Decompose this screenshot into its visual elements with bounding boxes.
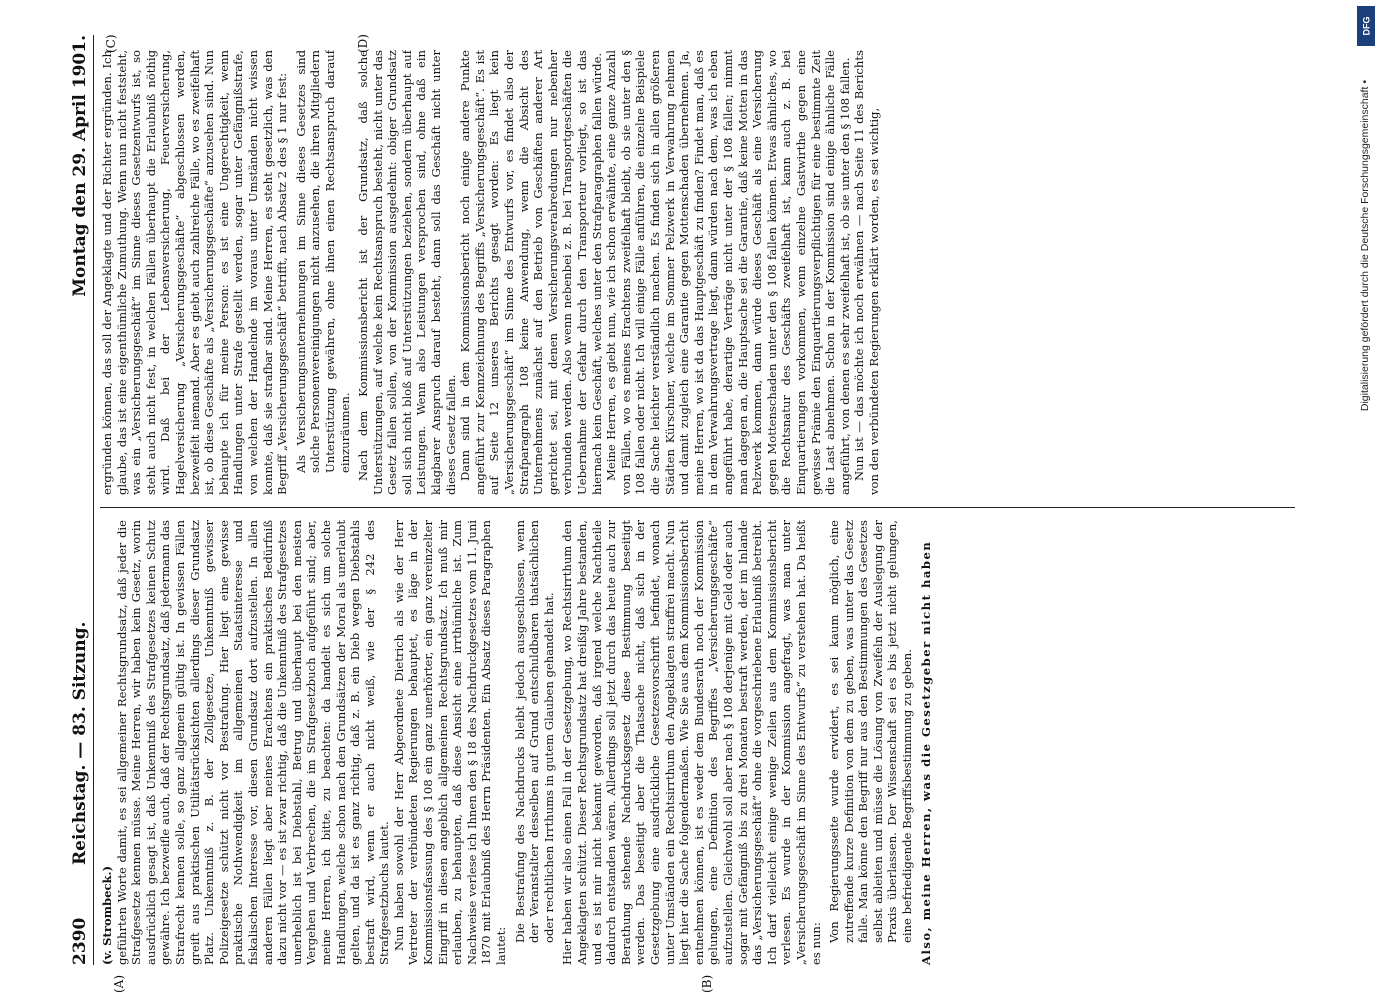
right-paragraph: Nach dem Kommissionsbericht ist der Grundsatz, daß solche Unterstützungen, auf welche kein Rechtsanspruch besteht, nicht unter das Gesetz fallen sollen, von der Kommission ausgedehnt: obiger Grundsatz soll sich nicht bloß auf Unterstützungen beziehen, sondern überhaupt auf Leistungen. Wenn also Leistungen versprochen sind, ohne daß ein klagbarer Anspruch darauf besteht, dann soll das Geschäft nicht unter dieses Gesetz fallen.	[356, 50, 458, 495]
session-date: Montag den 29. April 1901.	[70, 35, 90, 297]
right-paragraph: Nun ist — das möchte ich noch erwähnen — nach Seite 11 des Berichts von den verbündeten Regierungen erklärt worden, es sei wichtig,	[852, 50, 881, 495]
rotated-page-content	[60, 34, 1315, 993]
right-paragraph: ergründen können, das soll der Angeklagte und der Richter ergründen. Ich glaube, das ist eine eigenthümliche Zumuthung. Wenn nun nicht feststeht, was ein „Versicherungsgeschäft“ im Sinne dieses Gesetzentwurfs ist, so steht auch nicht fest, in welchen Fällen überhaupt die Erlaubniß nöthig wird. Daß bei der Lebensversicherung, Feuerversicherung, Hagelversicherung „Versicherungsgeschäfte“ abgeschlossen werden, bezweifelt niemand. Aber es giebt auch zahlreiche Fälle, wo es zweifelhaft ist, ob diese Geschäfte als „Versicherungsgeschäfte“ anzusehen sind. Nun behaupte ich für meine Person: es ist eine Ungerechtigkeit, wenn Handlungen unter Strafe gestellt werden, sogar unter Gefängnißstrafe, von welchen der Handelnde im voraus unter Umständen nicht wissen konnte, daß sie strafbar sind. Meine Herren, es steht gesetzlich, was den Begriff „Versicherungsgeschäft“ betrifft, nach Absatz 2 des § 1 nur fest:	[100, 50, 290, 495]
digitization-note: Digitalisierung gefördert durch die Deutsche Forschungsgemeinschaft •	[1359, 80, 1371, 412]
margin-marker-d: (D)	[356, 34, 370, 53]
left-paragraph: Hier haben wir also einen Fall in der Gesetzgebung, wo Rechtsirrthum den Angeklagten schützt. Dieser Rechtsgrundsatz hat dreißig Jahre bestanden, und es ist mir nicht bekannt geworden, daß irgend welche Nachtheile dadurch entstanden wären. Allerdings soll jetzt durch das heute auch zur Berathung stehende Nachdrucksgesetz diese Bestimmung beseitigt werden. Das beseitigt aber die Thatsache nicht, daß sich in der Gesetzgebung eine ausdrückliche Gesetzesvorschrift befindet, wonach unter Umständen ein Rechtsirrthum den Angeklagten straffrei macht. Nun liegt hier die Sache folgendermaßen. Wie Sie aus dem Kommissionsbericht entnehmen können, ist es weder dem Bundesrath noch der Kommission gelungen, eine Definition des Begriffes „Versicherungsgeschäfte“ aufzustellen. Gleichwohl soll aber nach § 108 derjenige mit Geld oder auch sogar mit Gefängniß bis zu drei Monaten bestraft werden, der im Inlande das „Versicherungsgeschäft“ ohne die vorgeschriebene Erlaubniß betreibt. Ich darf vielleicht einige wenige Zeilen aus dem Kommissionsbericht verlesen. Es wurde in der Kommission angefragt, was man unter „Versicherungsgeschäft im Sinne des Entwurfs“ zu verstehen hat. Da heißt es nun:	[560, 520, 823, 965]
left-closing-line: Also, meine Herren, was die Gesetzgeber nicht haben	[918, 540, 933, 965]
margin-marker-b: (B)	[700, 974, 714, 993]
session-title: Reichstag. — 83. Sitzung.	[70, 621, 90, 865]
left-quote-2: Von Regierungsseite wurde erwidert, es sei kaum möglich, eine zutreffende kurze Definition von dem zu geben, was unter das Gesetz falle. Man könne den Begriff nur aus den Bestimmungen des Gesetzes selbst ableiten und müsse die Lösung von Zweifeln der Auslegung der Praxis überlassen. Der Wissenschaft sei es bis jetzt nicht gelungen, eine befriedigende Begriffsbestimmung zu geben.	[827, 520, 915, 943]
left-quote: Die Bestrafung des Nachdrucks bleibt jedoch ausgeschlossen, wenn der Veranstalter desselben auf Grund entschuldbaren thatsächlichen oder rechtlichen Irrthums in gutem Glauben gehandelt hat.	[512, 520, 556, 943]
page-number: 2390	[70, 917, 90, 965]
left-column	[100, 520, 1315, 965]
right-column	[100, 50, 1315, 495]
right-paragraph: Meine Herren, es giebt nun, wie ich schon erwähnte, eine ganze Anzahl von Fällen, wo es meines Erachtens zweifelhaft bleibt, ob sie unter den § 108 fallen oder nicht. Ich will einige Fälle anführen, die einzelne Beispiele die Sache leichter verständlich machen. Es finden sich in allen größeren Städten Kürschner, welche im Sommer Pelzwerk in Verwahrung nehmen und damit zugleich eine Garantie gegen Mottenschaden übernehmen. Ja, meine Herren, wo ist da das Hauptgeschäft zu finden? Findet man, daß es in dem Verwahrungsvertrage liegt, dann würden nach dem, was ich eben angeführt habe, derartige Verträge nicht unter der § 108 fallen; nimmt man dagegen an, die Hauptsache sei die Garantie, daß keine Motten in das Pelzwerk kommen, dann würde dieses Geschäft als eine Versicherung gegen Mottenschaden unter den § 108 fallen können. Etwas ähnliches, wo die Rechtsnatur des Geschäfts zweifelhaft ist, kann auch z. B. bei Einquartierungen vorkommen, wenn einzelne Gastwirthe gegen eine gewisse Prämie den Einquartierungsverpflichtigen für eine bestimmte Zeit die Last abnehmen. Schon in der Kommission sind einige ähnliche Fälle angeführt, von denen es sehr zweifelhaft ist, ob sie unter den § 108 fallen.	[604, 50, 852, 495]
digitization-sidebar	[1355, 20, 1375, 980]
page-header	[60, 35, 94, 965]
left-paragraph: geführten Worte damit, es sei allgemeiner Rechtsgrundsatz, daß jeder die Strafgesetze kennen müsse. Meine Herren, wir haben kein Gesetz, worin ausdrücklich gesagt ist, daß Unkenntniß des Strafgesetzes keinen Schutz gewähre. Ich bezweifle auch, daß der Rechtsgrundsatz, daß jedermann das Strafrecht kennen solle, so ganz allgemein gültig ist. In gewissen Fällen greift aus praktischen Utilitätsrücksichten allerdings dieser Grundsatz Platz. Unkenntniß z. B. der Zollgesetze, Unkenntniß gewisser Polizeigesetze schützt nicht vor Bestrafung. Hier liegt eine gewisse praktische Nothwendigkeit im allgemeinen Staatsinteresse und fiskalischen Interesse vor, diesen Grundsatz dort aufzustellen. In allen anderen Fällen liegt aber meines Erachtens ein praktisches Bedürfniß dazu nicht vor — es ist zwar richtig, daß die Unkenntniß des Strafgesetzes unerheblich ist bei Diebstahl, Betrug und überhaupt bei den meisten Vergehen und Verbrechen, die im Strafgesetzbuch aufgeführt sind; aber, meine Herren, ich bitte, zu beachten: da handelt es sich um solche Handlungen, welche schon nach den Grundsätzen der Moral als unerlaubt gelten, und da ist es ganz richtig, daß z. B. ein Dieb wegen Diebstahls bestraft wird, wenn er auch nicht weiß, wie der § 242 des Strafgesetzbuchs lautet.	[114, 520, 392, 965]
margin-marker-a: (A)	[112, 974, 126, 993]
margin-marker-c: (C)	[104, 34, 118, 53]
speaker-note: (v. Strombeck.)	[100, 865, 114, 965]
left-paragraph: Nun haben sowohl der Herr Abgeordnete Dietrich als wie der Herr Vertreter der verbündeten Regierungen behauptet, es läge in der Kommissionsfassung des § 108 ein ganz unerhörter, ein ganz vereinzelter Eingriff in diesen angeblich allgemeinen Rechtsgrundsatz. Ich muß mir erlauben, zu behaupten, daß diese Ansicht eine irrthümliche ist. Zum Nachweise verlese ich Ihnen den § 18 des Nachdruckgesetzes vom 11. Juni 1870 mit Erlaubniß des Herrn Präsidenten. Ein Absatz dieses Paragraphen lautet:	[391, 520, 509, 965]
right-quote: Als Versicherungsunternehmungen im Sinne dieses Gesetzes sind solche Personenvereinigungen nicht anzusehen, die ihren Mitgliedern Unterstützung gewähren, ohne ihnen einen Rechtsanspruch darauf einzuräumen.	[293, 50, 352, 473]
right-paragraph: Dann sind in dem Kommissionsbericht noch einige andere Punkte angeführt zur Kennzeichnung des Begriffs „Versicherungsgeschäft“. Es ist auf Seite 12 unseres Berichts gesagt worden: Es liegt kein „Versicherungsgeschäft“ im Sinne des Entwurfs vor, es findet also der Strafparagraph 108 keine Anwendung, wenn die Absicht des Unternehmens zunächst auf den Betrieb von Geschäften anderer Art gerichtet sei, mit denen Versicherungsverabredungen nur nebenher verbunden werden. Also wenn nebenbei z. B. bei Transportgeschäften die Uebernahme der Gefahr durch den Transporteur vorliegt, so ist das hiernach kein Geschäft, welches unter den Strafparagraphen fallen würde.	[458, 50, 604, 495]
column-divider	[100, 507, 1295, 508]
dfg-logo-text: DFG	[1361, 16, 1371, 36]
